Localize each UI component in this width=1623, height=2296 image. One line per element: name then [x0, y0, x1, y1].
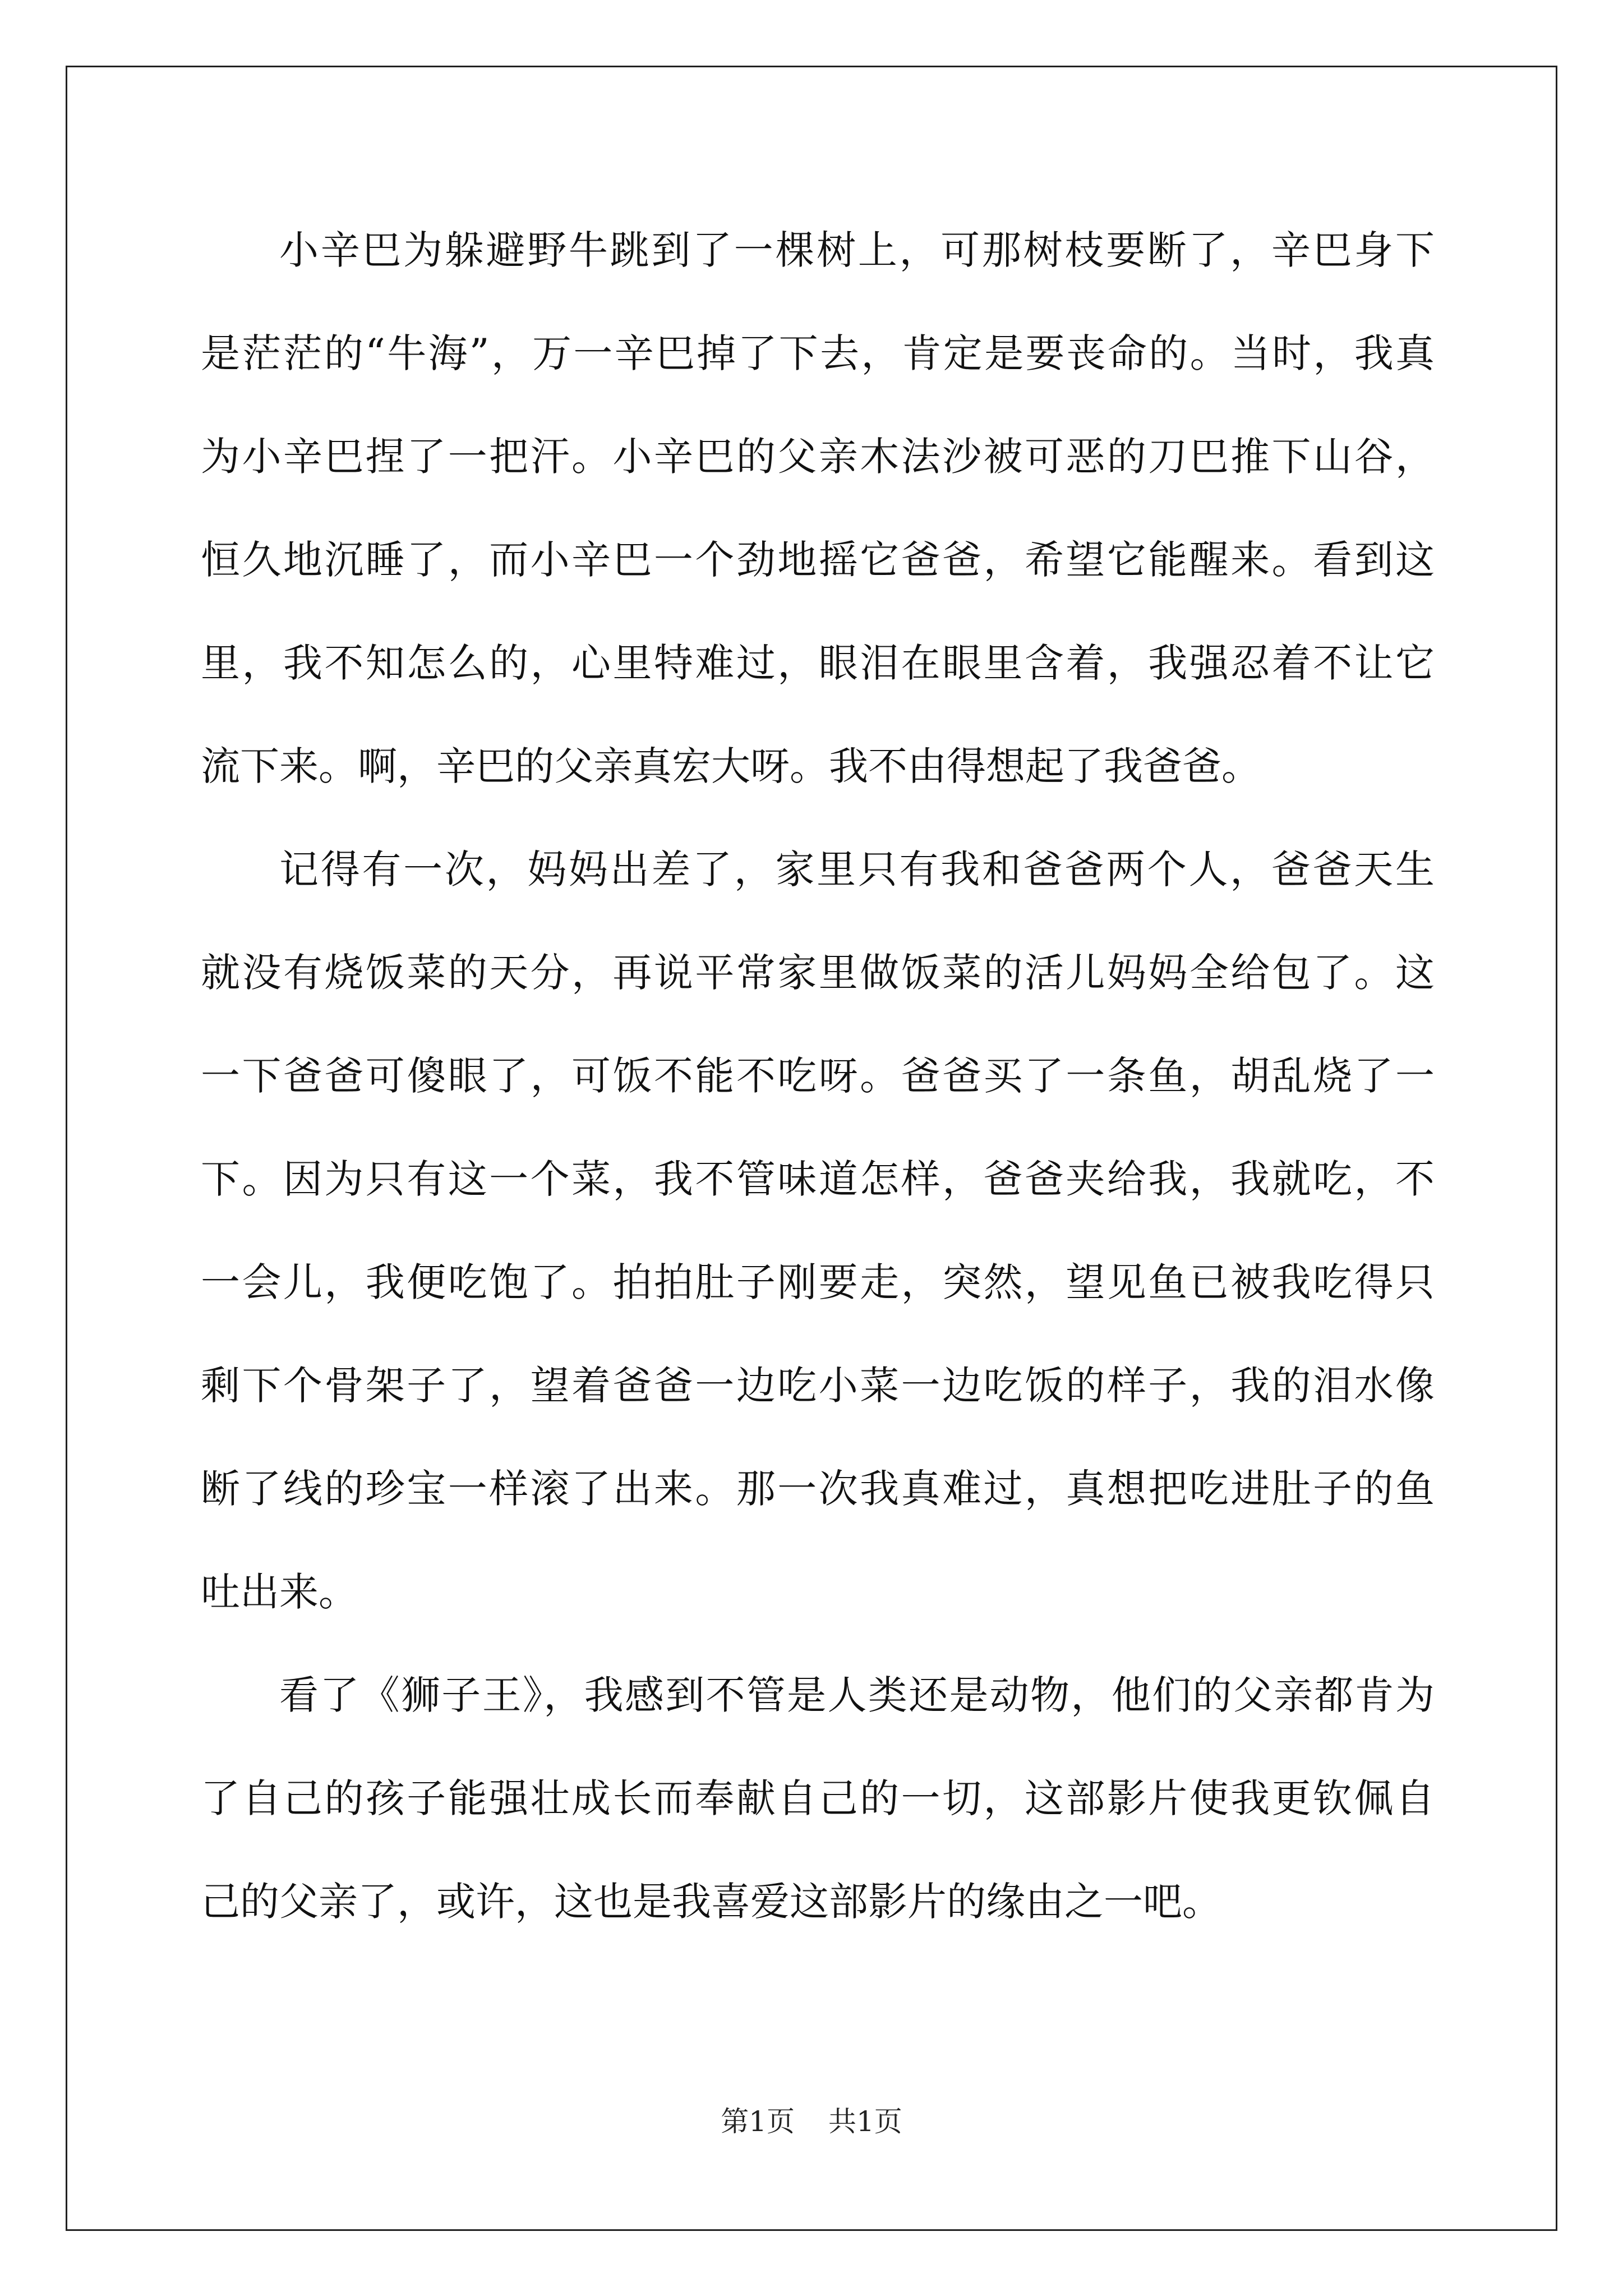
- paragraph-line: 断了线的珍宝一样滚了出来。那一次我真难过，真想把吃进肚子的鱼: [201, 1466, 1435, 1512]
- paragraph-line: 里，我不知怎么的，心里特难过，眼泪在眼里含着，我强忍着不让它: [201, 640, 1435, 686]
- paragraph-line: 看了《狮子王》，我感到不管是人类还是动物，他们的父亲都肯为: [279, 1672, 1435, 1718]
- paragraph-line: 一下爸爸可傻眼了，可饭不能不吃呀。爸爸买了一条鱼，胡乱烧了一: [201, 1053, 1435, 1099]
- paragraph-line: 为小辛巴捏了一把汗。小辛巴的父亲木法沙被可恶的刀巴推下山谷，: [201, 434, 1435, 480]
- paragraph-line: 就没有烧饭菜的天分，再说平常家里做饭菜的活儿妈妈全给包了。这: [201, 950, 1435, 996]
- paragraph-line: 吐出来。: [201, 1569, 358, 1615]
- page-number: 第1页: [721, 2105, 795, 2138]
- paragraph-line: 一会儿，我便吃饱了。拍拍肚子刚要走，突然，望见鱼已被我吃得只: [201, 1259, 1435, 1305]
- paragraph-line: 记得有一次，妈妈出差了，家里只有我和爸爸两个人，爸爸天生: [279, 846, 1435, 892]
- paragraph-line: 下。因为只有这一个菜，我不管味道怎样，爸爸夹给我，我就吃，不: [201, 1156, 1435, 1202]
- page-total: 共1页: [828, 2105, 902, 2138]
- paragraph-line: 了自己的孩子能强壮成长而奉献自己的一切，这部影片使我更钦佩自: [201, 1775, 1435, 1821]
- paragraph-line: 流下来。啊，辛巴的父亲真宏大呀。我不由得想起了我爸爸。: [201, 743, 1261, 789]
- paragraph-line: 剩下个骨架子了，望着爸爸一边吃小菜一边吃饭的样子，我的泪水像: [201, 1363, 1435, 1409]
- paragraph-line: 恒久地沉睡了，而小辛巴一个劲地摇它爸爸，希望它能醒来。看到这: [201, 537, 1435, 583]
- paragraph-line: 小辛巴为躲避野牛跳到了一棵树上，可那树枝要断了，辛巴身下: [279, 227, 1435, 273]
- paragraph-line: 己的父亲了，或许，这也是我喜爱这部影片的缘由之一吧。: [201, 1879, 1221, 1925]
- paragraph-line: 是茫茫的“牛海”，万一辛巴掉了下去，肯定是要丧命的。当时，我真: [201, 330, 1435, 376]
- page-footer: [0, 2105, 1623, 2138]
